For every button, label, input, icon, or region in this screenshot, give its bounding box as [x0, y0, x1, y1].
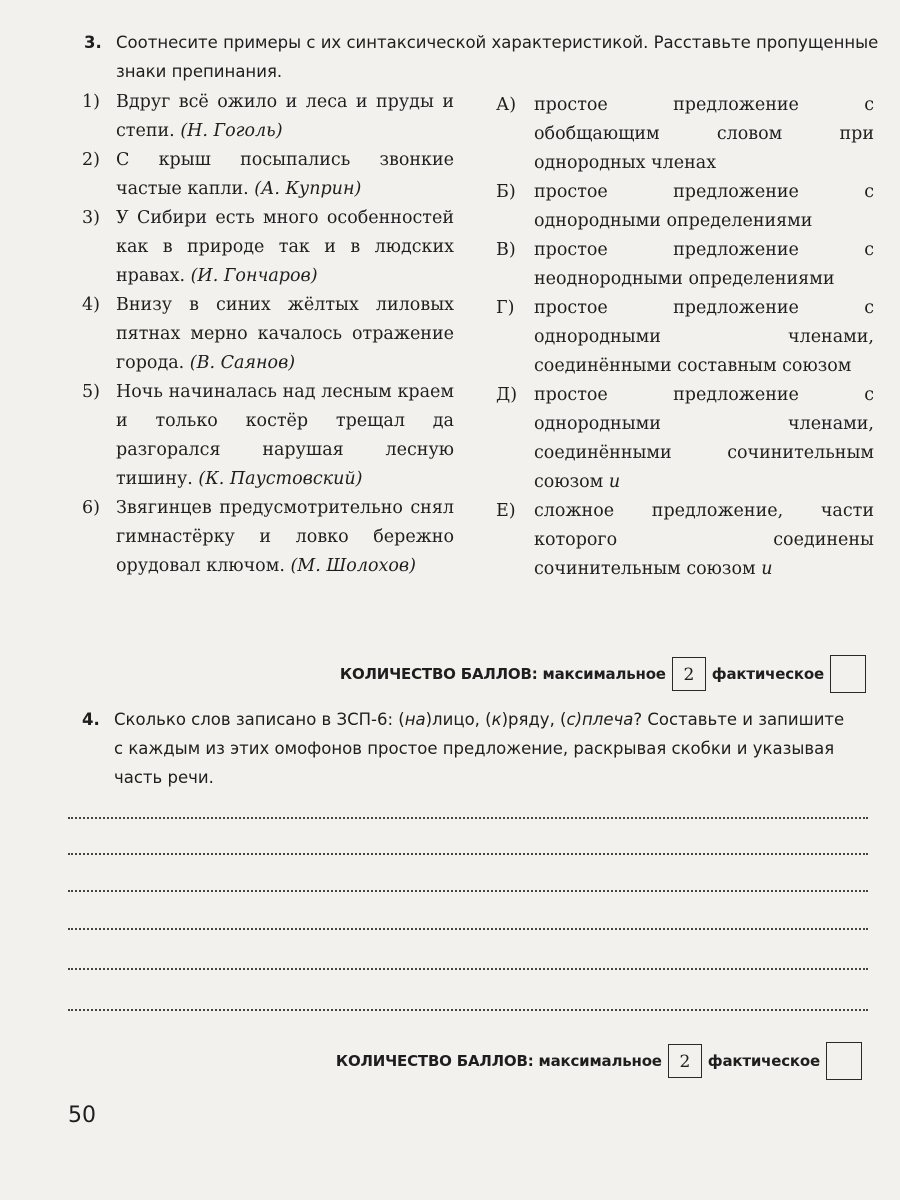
characteristics-list	[496, 91, 874, 584]
task4-word3-rest: )плеча	[575, 710, 634, 729]
page-number: 50	[68, 1103, 96, 1128]
example-number: 3)	[82, 208, 100, 228]
example-number: 1)	[82, 92, 100, 112]
example-text: Звягинцев предусмотрительно снял гимнастёрку и ловко бережно орудовал ключом.	[116, 498, 454, 576]
task3-instruction	[84, 28, 884, 86]
characteristic-item	[496, 294, 874, 381]
example-author: (И. Гончаров)	[190, 266, 318, 286]
score-fact-label: фактическое	[711, 665, 824, 683]
example-text: У Сибири есть много особенностей как в природе так и в людских нравах.	[116, 208, 454, 286]
characteristic-text: простое предложение с однородными определениями	[534, 182, 874, 231]
characteristic-item	[496, 497, 874, 584]
score-fact-input[interactable]	[826, 1042, 862, 1080]
task3-instruction-line2: знаки препинания.	[116, 62, 283, 81]
characteristic-conjunction: и	[761, 559, 773, 579]
answer-line[interactable]	[68, 968, 868, 970]
answer-line[interactable]	[68, 817, 868, 819]
example-number: 5)	[82, 382, 100, 402]
task4-instruction	[82, 705, 882, 792]
score-fact-label: фактическое	[707, 1052, 820, 1070]
task4-line1-end: ? Составьте и запишите	[633, 710, 845, 729]
characteristic-item	[496, 236, 874, 294]
answer-line[interactable]	[68, 1009, 868, 1011]
task3-score-row	[340, 655, 866, 693]
score-max-label: КОЛИЧЕСТВО БАЛЛОВ: максимальное	[339, 665, 666, 683]
example-author: (К. Паустовский)	[198, 469, 363, 489]
example-item	[82, 88, 454, 146]
example-item	[82, 494, 454, 581]
characteristic-text: простое предложение с обобщающим словом при однородных членах	[534, 95, 874, 173]
task4-score-row	[336, 1042, 862, 1080]
example-item	[82, 204, 454, 291]
task3-instruction-line1: Соотнесите примеры с их синтаксической характеристикой. Расставьте пропущенные	[116, 33, 879, 52]
task4-word2-rest: )ряду, (	[501, 710, 567, 729]
example-text: Вдруг всё ожило и леса и пруды и степи.	[116, 92, 454, 141]
characteristic-item	[496, 381, 874, 497]
characteristic-letter: Г)	[496, 298, 515, 318]
characteristic-text: простое предложение с неоднородными определениями	[534, 240, 874, 289]
characteristic-text: сложное предложение, части которого соединены сочинительным союзом	[534, 501, 874, 579]
example-author: (М. Шолохов)	[290, 556, 416, 576]
score-fact-input[interactable]	[830, 655, 866, 693]
task4-word1-rest: )лицо, (	[425, 710, 492, 729]
example-item	[82, 146, 454, 204]
characteristic-letter: Б)	[496, 182, 516, 202]
characteristic-text: простое предложение с однородными членами, соединёнными составным союзом	[534, 298, 874, 376]
characteristic-letter: Д)	[496, 385, 518, 405]
score-max-box: 2	[668, 1044, 702, 1078]
characteristic-item	[496, 91, 874, 178]
task4-word2-part: к	[491, 710, 502, 729]
examples-list	[82, 88, 454, 581]
example-text: Внизу в синих жёлтых лиловых пятнах мерно качалось отражение города.	[116, 295, 454, 373]
example-item	[82, 291, 454, 378]
example-number: 2)	[82, 150, 100, 170]
example-number: 6)	[82, 498, 100, 518]
characteristic-item	[496, 178, 874, 236]
example-author: (Н. Гоголь)	[180, 121, 283, 141]
characteristic-text: простое предложение с однородными членами, соединёнными сочинительным союзом	[534, 385, 874, 492]
example-item	[82, 378, 454, 494]
task4-line1-start: Сколько слов записано в ЗСП-6: (	[114, 710, 405, 729]
characteristic-letter: Е)	[496, 501, 516, 521]
task4-number: 4.	[82, 710, 100, 729]
task3-number: 3.	[84, 33, 102, 52]
characteristic-letter: А)	[496, 95, 517, 115]
score-max-box: 2	[672, 657, 706, 691]
answer-line[interactable]	[68, 928, 868, 930]
characteristic-letter: В)	[496, 240, 516, 260]
answer-line[interactable]	[68, 890, 868, 892]
task4-word1-part: на	[404, 710, 426, 729]
example-number: 4)	[82, 295, 100, 315]
task4-word3-part: с	[566, 710, 576, 729]
answer-line[interactable]	[68, 853, 868, 855]
example-text: С крыш посыпались звонкие частые капли.	[116, 150, 454, 199]
example-author: (А. Куприн)	[254, 179, 362, 199]
example-author: (В. Саянов)	[189, 353, 296, 373]
task4-line2: с каждым из этих омофонов простое предложение, раскрывая скобки и указывая	[114, 739, 835, 758]
example-text: Ночь начиналась над лесным краем и только костёр трещал да разгорался нарушая лесную тишину.	[116, 382, 454, 489]
task4-line3: часть речи.	[114, 768, 214, 787]
score-max-label: КОЛИЧЕСТВО БАЛЛОВ: максимальное	[335, 1052, 662, 1070]
characteristic-conjunction: и	[608, 472, 621, 492]
